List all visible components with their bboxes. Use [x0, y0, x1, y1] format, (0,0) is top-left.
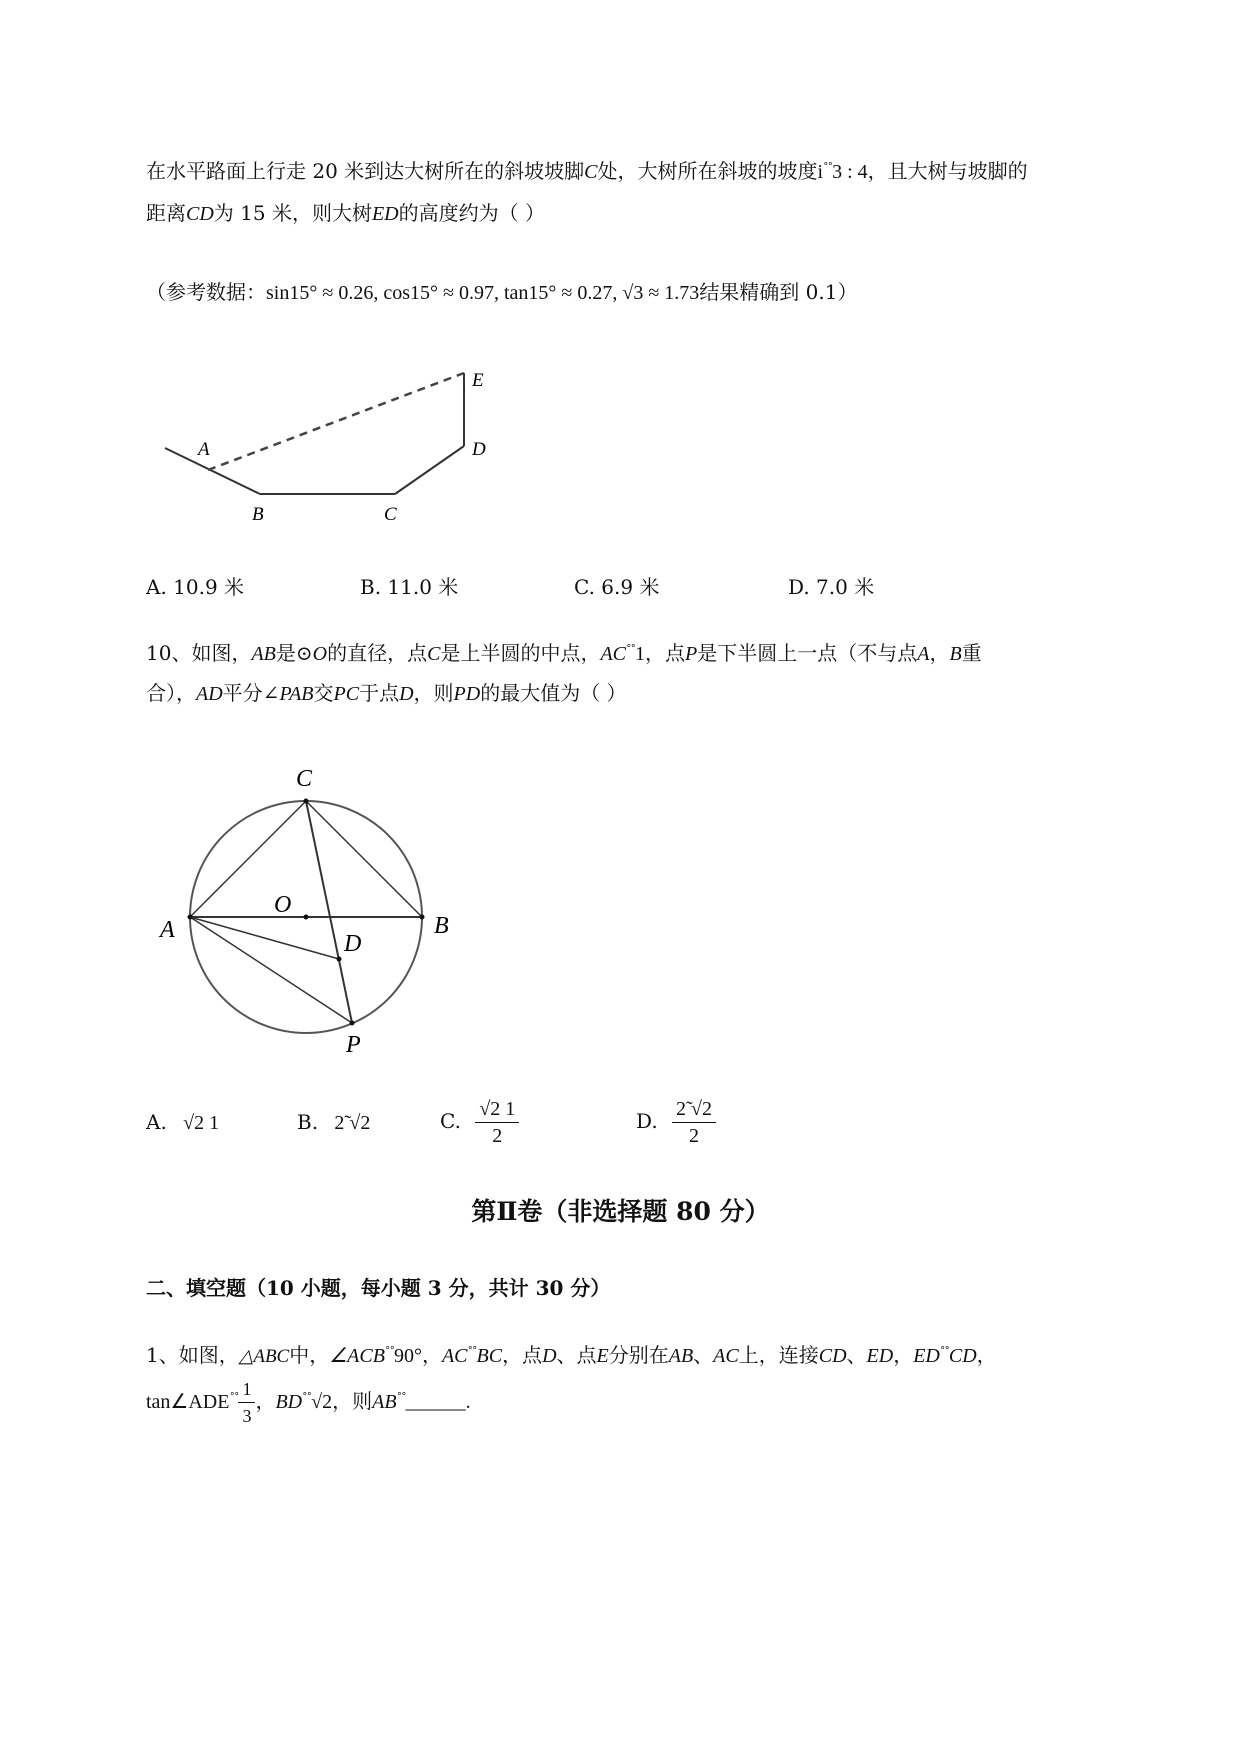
q10-option-c[interactable] — [440, 1096, 519, 1149]
fill1-line1 — [146, 1339, 997, 1368]
q10-option-b[interactable] — [297, 1110, 370, 1135]
q10-point-o — [304, 915, 309, 920]
q10-point-c — [304, 799, 309, 804]
fill1-frac-den: 3 — [242, 1406, 252, 1426]
section2-heading: 二、填空题（10 小题，每小题 3 分，共计 30 分） — [146, 1276, 611, 1300]
q10-text: ，点 — [645, 641, 686, 665]
fill1-garbled-equals: ˚˚ — [396, 1392, 406, 1405]
section2-title: 第Ⅱ卷（非选择题 80 分） — [471, 1197, 770, 1226]
fill1-text: ， — [255, 1389, 276, 1413]
q10-point-a — [188, 915, 193, 920]
q9-text: 为 15 米，则大树 — [213, 201, 372, 225]
q9-ratio: 3 : 4 — [832, 161, 868, 183]
fill1-var: BC — [476, 1345, 503, 1367]
fill1-frac-num: 1 — [238, 1376, 255, 1403]
q10-segment-ad — [190, 917, 339, 959]
q10-var: AD — [196, 683, 223, 705]
q10-chord-cp — [306, 801, 352, 1023]
q10-text: 合）， — [146, 681, 196, 705]
q9-label-e: E — [472, 370, 484, 391]
q10-option-b-label: B. — [297, 1110, 319, 1134]
q9-text: 在水平路面上行走 20 米到达大树所在的斜坡坡脚 — [146, 159, 585, 183]
fill1-var: CD — [818, 1345, 847, 1367]
q9-text: 的高度约为（ ） — [398, 201, 545, 225]
q9-var-ed: ED — [371, 203, 399, 225]
q10-var: C — [427, 643, 441, 665]
q10-option-b-value: 2̃ √2 — [334, 1112, 371, 1134]
fill1-text: 、 — [846, 1343, 867, 1367]
q10-var: B — [949, 643, 962, 665]
q10-line1 — [146, 637, 982, 666]
q9-ref-label: （参考数据： — [146, 280, 266, 304]
q9-text: ，且大树与坡脚的 — [867, 159, 1028, 183]
q10-chord-cb — [306, 801, 422, 917]
q10-text: 交 — [313, 681, 334, 705]
fill1-var: BD — [275, 1391, 303, 1413]
fill1-var: AC — [713, 1345, 739, 1367]
fill1-garbled-equals: ˚˚ — [229, 1392, 239, 1405]
q10-var: O — [312, 643, 328, 665]
q10-var: PAB — [279, 683, 314, 705]
q10-var: D — [399, 683, 414, 705]
q10-label-a: A — [160, 917, 175, 943]
q10-option-c-fraction — [475, 1096, 519, 1149]
q10-var: P — [685, 643, 698, 665]
fill1-line2 — [146, 1376, 471, 1429]
q10-option-a[interactable] — [146, 1110, 219, 1135]
fill1-text: ，点 — [502, 1343, 543, 1367]
q9-sightline-ae — [208, 373, 464, 470]
q10-var: AB — [251, 643, 276, 665]
q10-garbled-equals: ˚˚ — [626, 644, 636, 657]
fill1-garbled-equals: ˚˚ — [939, 1346, 949, 1359]
q9-text: 距离 — [146, 201, 186, 225]
q10-var: AC — [600, 643, 627, 665]
q10-var: PD — [453, 683, 481, 705]
q10-label-d: D — [344, 931, 362, 957]
fill1-var: AC — [441, 1345, 468, 1367]
q10-var: PC — [333, 683, 360, 705]
q10-text: 是⊙ — [275, 641, 313, 665]
q10-var: A — [917, 643, 930, 665]
q9-option-d[interactable]: D. 7.0 米 — [788, 575, 875, 599]
fill1-text: 、点 — [556, 1343, 597, 1367]
q10-label-p: P — [346, 1032, 361, 1058]
q10-text: ，则 — [413, 681, 454, 705]
q10-chord-ap — [190, 917, 352, 1023]
q10-text: 10、如图， — [146, 641, 252, 665]
fill1-fraction — [238, 1376, 255, 1429]
q10-text: 是上半圆的中点， — [440, 641, 601, 665]
fill1-var: CD — [948, 1345, 977, 1367]
q10-option-d-numerator: 2̃ √2 — [672, 1096, 716, 1123]
q9-slope-figure — [150, 360, 510, 540]
q9-option-b[interactable]: B. 11.0 米 — [360, 575, 459, 599]
q9-left-slope — [165, 448, 260, 494]
q10-point-p — [350, 1021, 355, 1026]
q10-label-b: B — [434, 913, 449, 939]
fill1-text: 1、如图， — [146, 1343, 239, 1367]
fill1-var: AB — [372, 1391, 397, 1413]
fill1-text: ，则 — [332, 1389, 373, 1413]
q10-text: 于点 — [359, 681, 400, 705]
fill1-var: D — [542, 1345, 557, 1367]
q10-option-d[interactable] — [636, 1096, 716, 1149]
fill1-answer-blank[interactable]: ______. — [405, 1391, 471, 1413]
q9-option-c[interactable]: C. 6.9 米 — [574, 575, 660, 599]
q9-var-i: i — [817, 161, 824, 183]
fill1-text: 上，连接 — [738, 1343, 819, 1367]
fill1-tan: tan∠ADE — [146, 1391, 230, 1413]
q9-label-b: B — [252, 504, 264, 525]
q9-var-cd: CD — [186, 203, 214, 225]
q9-label-d: D — [472, 439, 486, 460]
fill1-value: 90° — [393, 1345, 422, 1367]
q10-text: 的直径，点 — [327, 641, 428, 665]
fill1-triangle: △ABC — [238, 1346, 290, 1367]
q10-option-c-denominator: 2 — [492, 1125, 503, 1147]
q10-option-c-numerator: √2 1 — [475, 1096, 519, 1123]
q10-option-d-label: D. — [636, 1109, 658, 1133]
q10-text: 重 — [961, 641, 982, 665]
fill1-text: 分别在 — [608, 1343, 669, 1367]
q9-text: 处，大树所在斜坡的坡度 — [597, 159, 818, 183]
q10-circle-figure — [150, 760, 470, 1070]
fill1-var: ED — [866, 1345, 894, 1367]
q10-option-d-fraction — [672, 1096, 716, 1149]
q10-option-a-value: √2 1 — [183, 1112, 220, 1134]
fill1-value: √2 — [311, 1391, 333, 1413]
fill1-garbled-equals: ˚˚ — [384, 1346, 394, 1359]
q10-label-c: C — [296, 766, 313, 792]
fill1-text: ， — [421, 1343, 442, 1367]
fill1-text: 中， — [289, 1343, 330, 1367]
q9-slope-cd — [395, 446, 464, 494]
q10-point-b — [420, 915, 425, 920]
q10-value: 1 — [635, 643, 646, 665]
fill1-text: ， — [893, 1343, 914, 1367]
q10-text: 平分∠ — [222, 681, 280, 705]
fill1-garbled-equals: ˚˚ — [467, 1346, 477, 1359]
fill1-var: E — [596, 1345, 609, 1367]
q9-var-c: C — [584, 161, 598, 183]
q10-option-c-label: C. — [440, 1109, 461, 1133]
q9-option-a[interactable]: A. 10.9 米 — [146, 575, 245, 599]
fill1-var: ED — [913, 1345, 940, 1367]
fill1-text: 、 — [693, 1343, 714, 1367]
fill1-var: AB — [668, 1345, 694, 1367]
q10-option-d-denominator: 2 — [689, 1125, 700, 1147]
fill1-text: ， — [976, 1343, 997, 1367]
q9-ref-math: sin15° ≈ 0.26, cos15° ≈ 0.97, tan15° ≈ 0.27, √3 ≈ 1.73 — [266, 282, 700, 304]
q9-line1 — [146, 155, 1028, 184]
q10-option-a-label: A. — [146, 1110, 167, 1134]
q10-label-o: O — [274, 892, 292, 918]
q9-line2 — [146, 197, 545, 226]
q10-line2 — [146, 677, 627, 706]
q9-reference — [146, 276, 857, 305]
q9-ref-end: 结果精确到 0.1） — [699, 280, 858, 304]
q10-point-d — [337, 957, 342, 962]
q9-label-a: A — [198, 439, 210, 460]
q10-text: 是下半圆上一点（不与点 — [697, 641, 918, 665]
q9-label-c: C — [384, 504, 397, 525]
q10-text: ， — [929, 641, 950, 665]
q9-garbled-equals: ˚˚ — [823, 162, 833, 175]
q10-text: 的最大值为（ ） — [480, 681, 627, 705]
fill1-garbled-equals: ˚˚ — [302, 1392, 312, 1405]
fill1-angle: ∠ACB — [329, 1345, 385, 1367]
